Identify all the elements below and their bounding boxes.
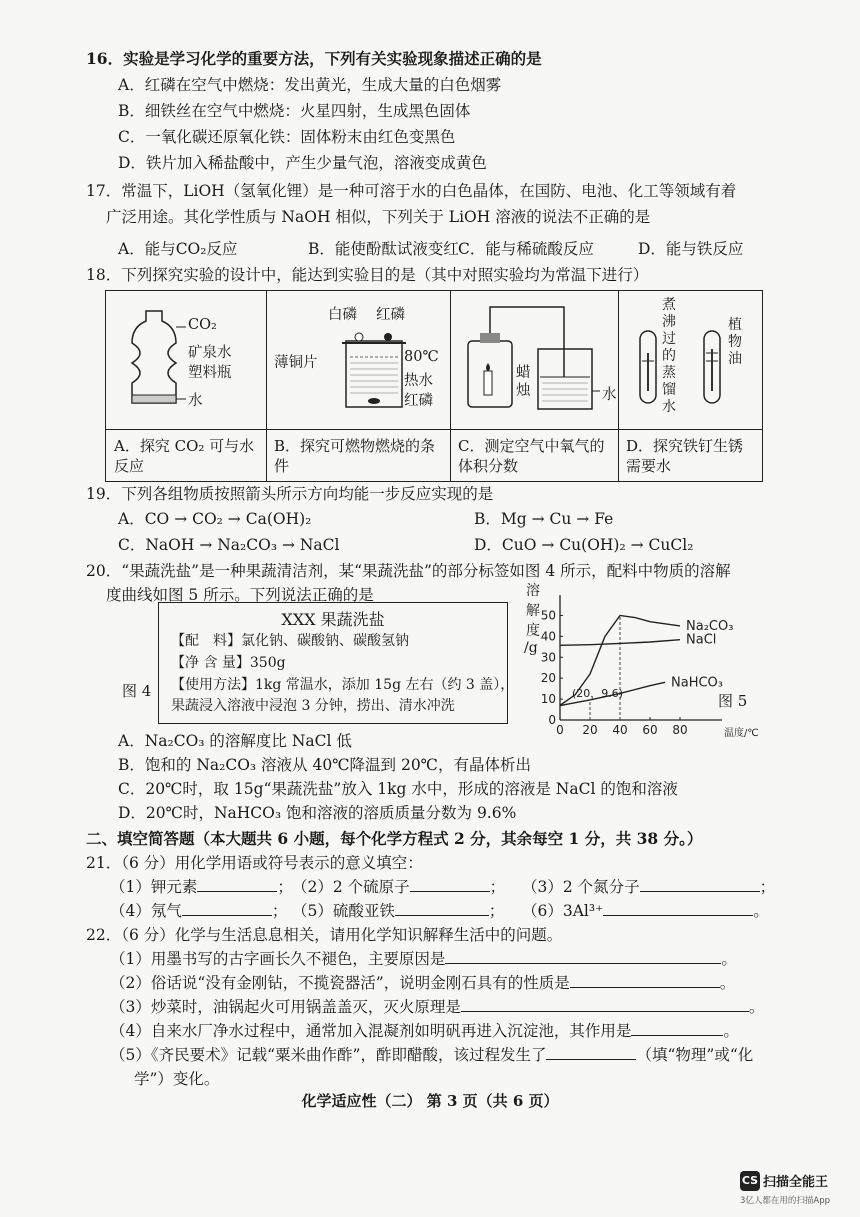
answer-blank [445,948,721,964]
camscanner-logo-icon: CS [740,1171,760,1191]
q22-item-5 [110,1044,753,1066]
q21-item-5 [292,900,504,922]
x-tick-label: 0 [556,723,564,737]
q19-option-c: C．NaOH → Na₂CO₃ → NaCl [118,536,340,554]
q18-cell-b [266,291,451,481]
product-label-title: XXX 果蔬洗盐 [281,610,385,629]
separator: ； [271,902,288,920]
y-tick-label: 10 [540,692,556,707]
product-label-usage-2: 果蔬浸入溶液中浸泡 3 分钟，捞出、清水冲洗 [171,698,455,714]
x-axis-label: 温度/℃ [724,728,759,739]
q22-item-5-cont: 学”）变化。 [134,1070,220,1088]
q22-item-4 [110,1020,739,1042]
q21-item-2 [292,876,505,898]
q21-item-6 [522,900,769,922]
candle-label-2: 烛 [516,383,531,399]
figure-4-label: 图 4 [122,682,152,700]
answer-blank [395,900,489,916]
q20-option-c: C．20℃时，取 15g“果蔬洗盐”放入 1kg 水中，形成的溶液是 NaCl 的饱和溶液 [118,780,678,798]
q16-option-c: C．一氧化碳还原氧化铁：固体粉末由红色变黑色 [118,128,456,146]
q21-item-1-text: （1）钾元素 [110,878,198,896]
q18-caption-c: C．测定空气中氧气的体积分数 [450,429,618,481]
separator: ； [489,878,506,896]
q20-option-b: B．饱和的 Na₂CO₃ 溶液从 40℃降温到 20℃，有晶体析出 [118,756,532,774]
co2-label: CO₂ [188,317,217,333]
answer-blank [631,1020,723,1036]
q18-cell-c [450,291,619,481]
q21-item-3-text: （3）2 个氮分子 [522,878,640,896]
q21-item-4-text: （4）氖气 [110,902,182,920]
q18-caption-a: A．探究 CO₂ 可与水反应 [106,429,266,481]
answer-blank [603,900,753,916]
copper-sheet-label: 薄铜片 [274,355,318,371]
red-phosphorus-label-2: 红磷 [404,393,433,409]
answer-blank [570,972,720,988]
q18-caption-d: D．探究铁钉生锈需要水 [618,429,762,481]
separator: ； [277,878,293,896]
q21-item-5-text: （5）硫酸亚铁 [292,902,395,920]
q16-option-a: A．红磷在空气中燃烧：发出黄光，生成大量的白色烟雾 [118,76,502,94]
answer-blank [182,900,272,916]
q19-option-d: D．CuO → Cu(OH)₂ → CuCl₂ [474,536,694,554]
series-label: NaHCO₃ [671,675,723,691]
chart-ylabel-4: /g [524,640,538,656]
plastic-bottle-figure [106,291,266,429]
candle-label-1: 蜡 [516,365,531,381]
q18-stem: 18．下列探究实验的设计中，能达到实验目的是（其中对照实验均为常温下进行） [86,266,649,284]
chart-ylabel-2: 解 [526,603,540,619]
q21-item-1 [110,876,293,898]
y-tick-label: 0 [548,713,556,727]
q18-cell-d [618,291,762,481]
series-label: Na₂CO₃ [686,618,734,634]
q17-option-a: A．能与CO₂反应 [118,240,238,258]
y-tick-label: 20 [540,671,556,686]
q16-option-b: B．细铁丝在空气中燃烧：火星四射，生成黑色固体 [118,102,471,120]
q20-option-a: A．Na₂CO₃ 的溶解度比 NaCl 低 [118,732,352,750]
q17-stem-line2: 广泛用途。其化学性质与 NaOH 相似，下列关于 LiOH 溶液的说法不正确的是 [106,208,651,226]
q16-stem: 16．实验是学习化学的重要方法，下列有关实验现象描述正确的是 [86,49,542,68]
oxygen-volume-figure [450,291,618,429]
bottle-label-2: 塑料瓶 [188,365,232,381]
q20-stem-line2: 度曲线如图 5 所示。下列说法正确的是 [106,586,374,604]
chart-ylabel-3: 度 [526,623,540,639]
q18-caption-b: B．探究可燃物燃烧的条件 [266,429,450,481]
x-tick-label: 20 [582,723,598,737]
red-phosphorus-label: 红磷 [376,307,405,323]
q21-item-3 [522,876,775,898]
q18-figure-table [105,290,763,482]
product-label-usage-1: 【使用方法】1kg 常温水，添加 15g 左右（约 3 盖）， [171,677,515,693]
chart-annotation: (20，9.6) [572,686,624,700]
answer-blank [410,876,490,892]
product-label-ingredients: 【配 料】氯化钠、碳酸钠、碳酸氢钠 [171,633,409,649]
q21-item-4 [110,900,287,922]
hot-water-label: 热水 [404,373,433,389]
x-tick-label: 60 [642,723,658,737]
q22-stem: 22．（6 分）化学与生活息息相关，请用化学知识解释生活中的问题。 [86,926,563,944]
y-tick-label: 50 [540,608,556,623]
period: 。 [748,998,765,1016]
q16-option-d: D．铁片加入稀盐酸中，产生少量气泡，溶液变成黄色 [118,154,487,172]
q19-option-a: A．CO → CO₂ → Ca(OH)₂ [118,510,312,528]
q17-option-d: D．能与铁反应 [638,240,744,258]
q20-stem-line1: 20．“果蔬洗盐”是一种果蔬清洁剂，某“果蔬洗盐”的部分标签如图 4 所示，配料中物质的溶解 [86,562,731,580]
period: 。 [721,950,737,968]
q22-item-2 [110,972,735,994]
answer-blank [461,996,749,1012]
vegetable-oil-label: 植物油 [728,317,742,367]
answer-blank [197,876,277,892]
boiled-water-label: 煮沸过的蒸馏水 [662,297,676,415]
page-footer: 化学适应性（二） 第 3 页（共 6 页） [301,1092,559,1110]
q22-item-4-text: （4）自来水厂净水过程中，通常加入混凝剂如明矾再进入沉淀池，其作用是 [110,1022,632,1040]
water-label-c: 水 [602,387,617,403]
q20-option-d: D．20℃时，NaHCO₃ 饱和溶液的溶质质量分数为 9.6% [118,804,517,822]
chart-ylabel-1: 溶 [526,583,540,599]
x-tick-label: 40 [612,723,628,737]
q17-stem-line1: 17．常温下，LiOH（氢氧化锂）是一种可溶于水的白色晶体，在国防、电池、化工等领域有着 [86,182,737,200]
q22-item-1 [110,948,737,970]
q22-item-3-text: （3）炒菜时，油锅起火可用锅盖盖灭，灭火原理是 [110,998,461,1016]
white-phosphorus-label: 白磷 [328,307,357,323]
period: 。 [719,974,736,992]
q17-option-b: B．能使酚酞试液变红 [308,240,459,258]
q22-item-5-text: （5）《齐民要术》记载“粟米曲作酢”，酢即醋酸，该过程发生了 [110,1046,547,1064]
series-label: NaCl [686,632,717,648]
bottle-label-1: 矿泉水 [188,345,232,361]
separator: ； [488,902,505,920]
q22-item-3 [110,996,764,1018]
answer-blank [640,876,760,892]
section-2-heading: 二、填空简答题（本大题共 6 小题，每个化学方程式 2 分，其余每空 1 分，共 38 分。） [86,829,703,848]
x-tick-label: 80 [672,723,688,737]
solubility-chart [532,590,772,750]
water-label-a: 水 [188,393,203,409]
q21-stem: 21．（6 分）用化学用语或符号表示的意义填空： [86,854,423,872]
q22-item-2-text: （2）俗话说“没有金刚钻，不揽瓷器活”，说明金刚石具有的性质是 [110,974,570,992]
period: 。 [753,902,769,920]
q21-item-2-text: （2）2 个硫原子 [292,878,410,896]
answer-blank [546,1044,636,1060]
product-label-box [158,602,515,724]
y-tick-label: 40 [540,629,556,644]
scanner-brand [740,1170,831,1206]
q22-item-1-text: （1）用墨书写的古字画长久不褪色，主要原因是 [110,950,446,968]
period: 。 [723,1022,739,1040]
brand-tagline: 3亿人都在用的扫描App [740,1196,831,1206]
q21-item-6-text: （6）3Al³⁺ [522,902,604,920]
product-label-net: 【净 含 量】350g [171,655,286,671]
y-tick-label: 30 [540,650,556,665]
brand-name: 扫描全能王 [763,1175,829,1190]
q22-item-5-hint: （填“物理”或“化 [636,1046,754,1064]
separator: ； [759,878,776,896]
q19-stem: 19．下列各组物质按照箭头所示方向均能一步反应实现的是 [86,485,494,503]
q17-option-c: C．能与稀硫酸反应 [458,240,594,258]
q18-cell-a [106,291,267,481]
q19-option-b: B．Mg → Cu → Fe [474,510,614,528]
temperature-label: 80℃ [404,349,439,365]
figure-5-label: 图 5 [718,692,748,710]
